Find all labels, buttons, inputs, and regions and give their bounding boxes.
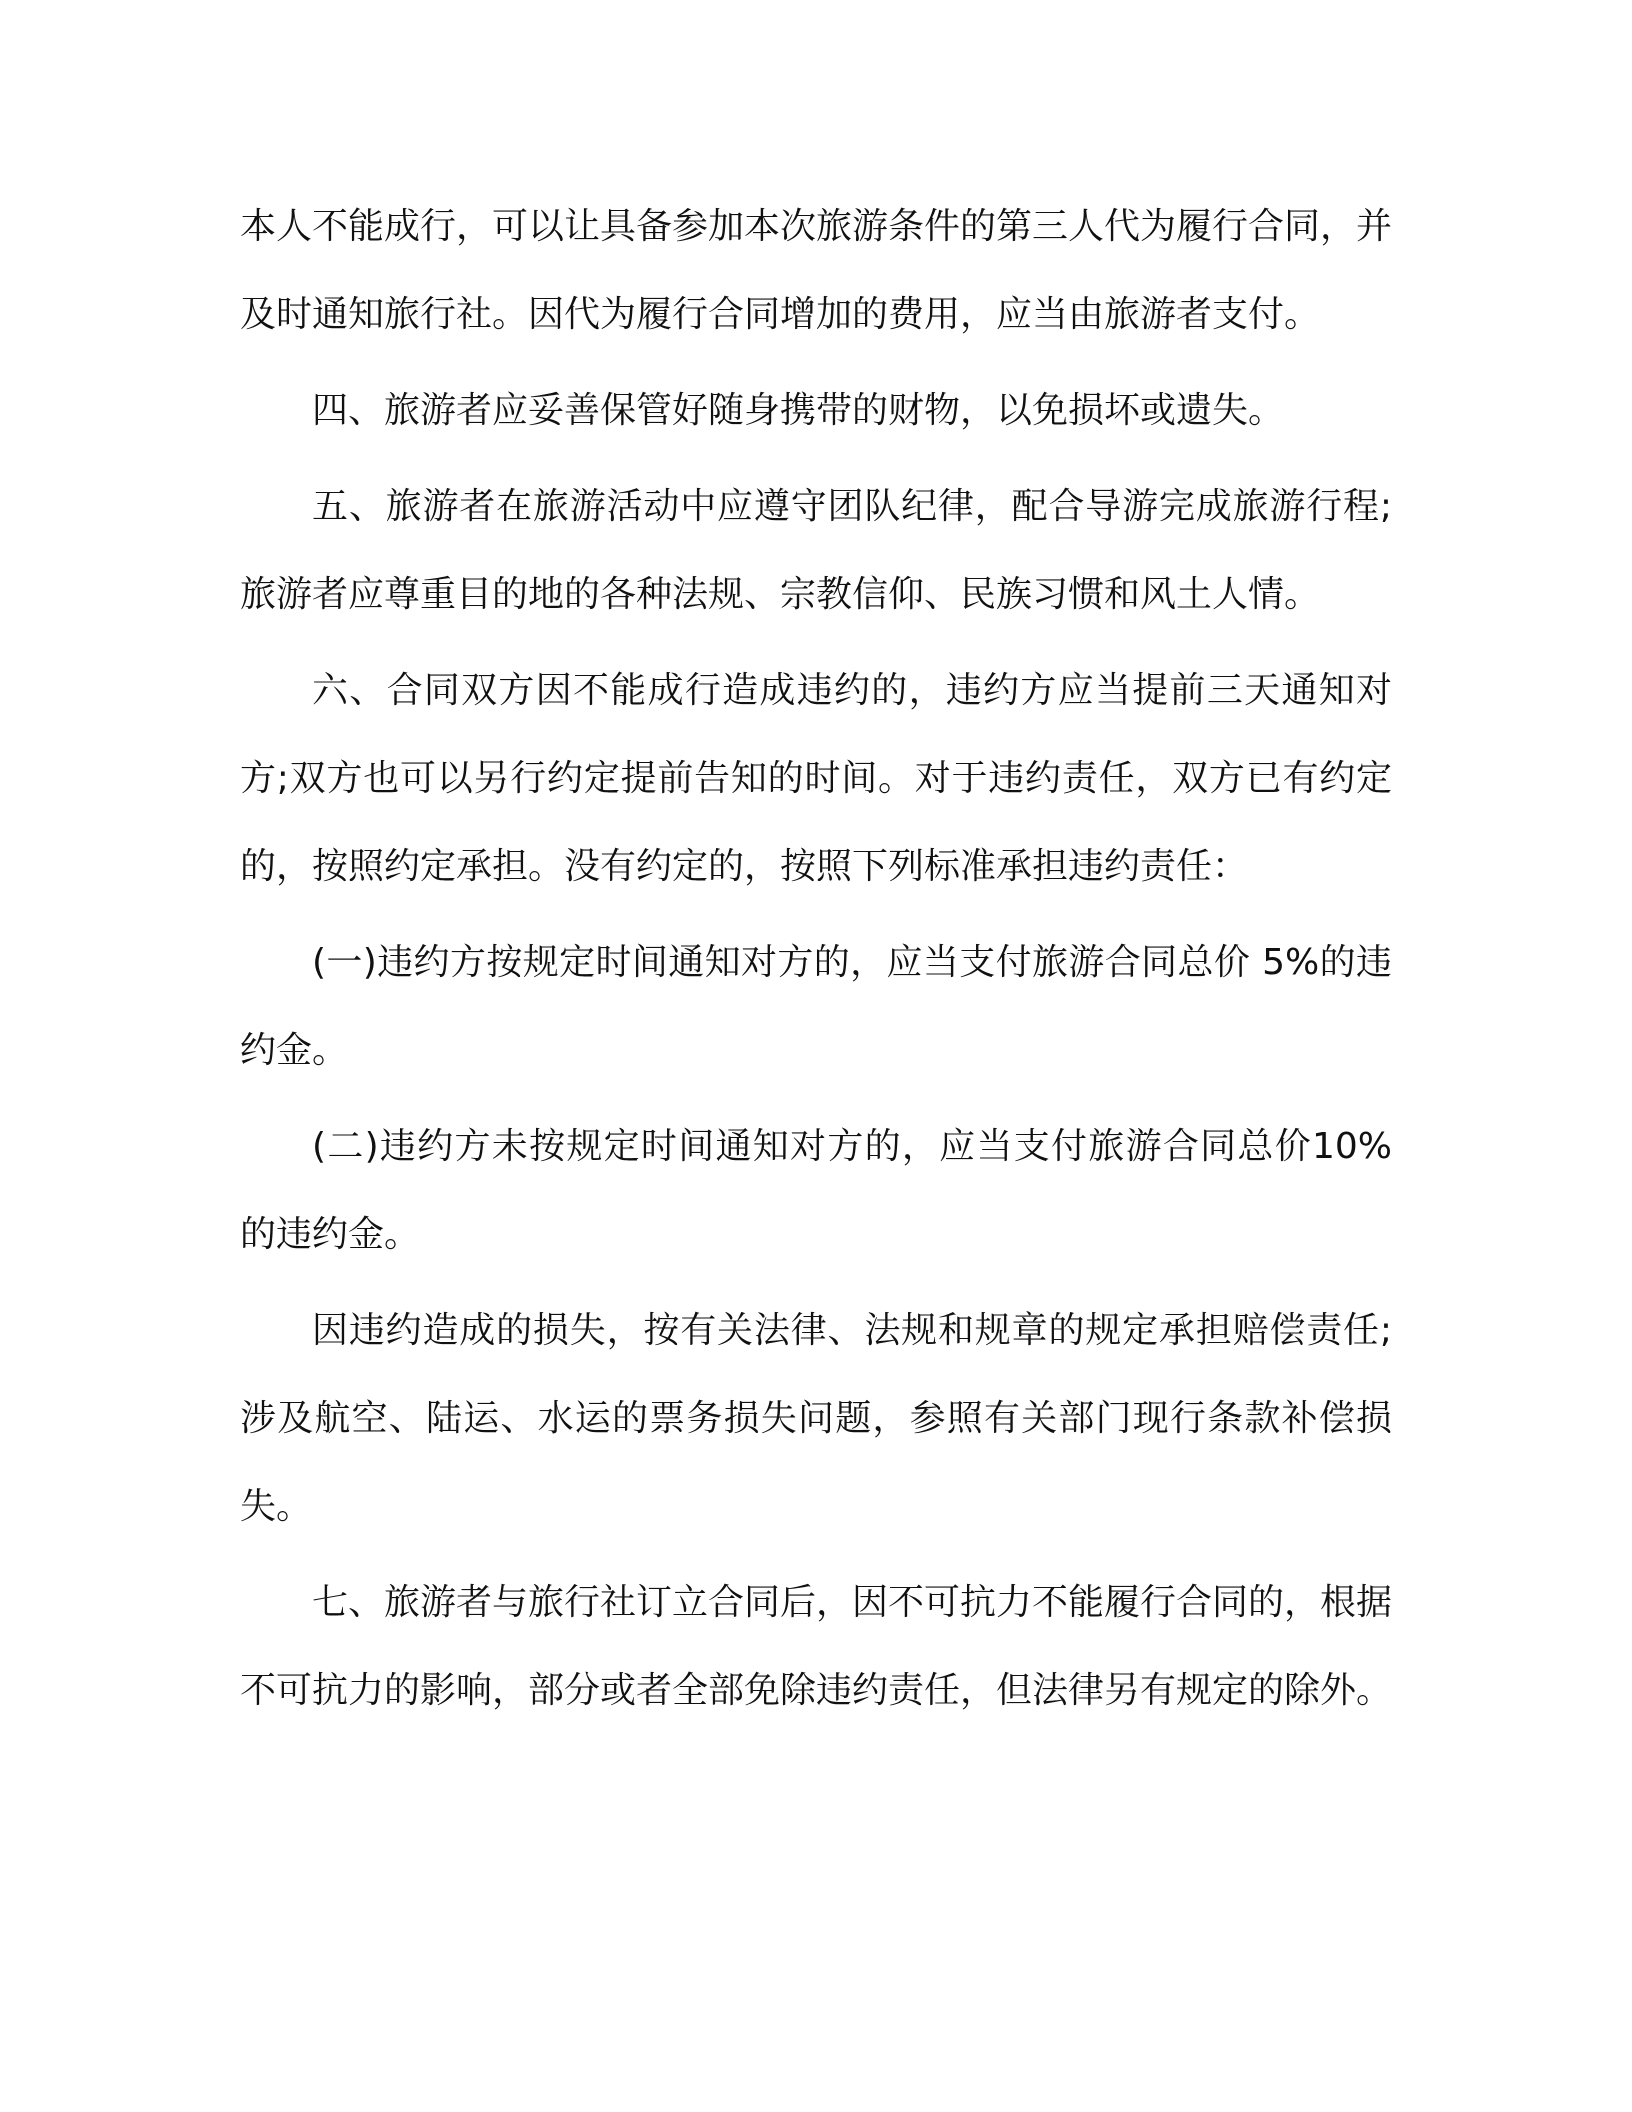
paragraph-clause-6-item-1: (一)违约方按规定时间通知对方的，应当支付旅游合同总价 5%的违约金。 [240, 942, 1392, 1071]
paragraph-clause-5: 五、旅游者在旅游活动中应遵守团队纪律，配合导游完成旅游行程;旅游者应尊重目的地的各种法规、宗教信仰、民族习惯和风土人情。 [240, 486, 1392, 615]
paragraph-clause-7: 七、旅游者与旅行社订立合同后，因不可抗力不能履行合同的，根据不可抗力的影响，部分或者全部免除违约责任，但法律另有规定的除外。 [240, 1582, 1393, 1711]
paragraph-third-party-performance: 本人不能成行，可以让具备参加本次旅游条件的第三人代为履行合同，并及时通知旅行社。因代为履行合同增加的费用，应当由旅游者支付。 [240, 206, 1393, 335]
paragraph-clause-6-item-2: (二)违约方未按规定时间通知对方的，应当支付旅游合同总价10%的违约金。 [240, 1126, 1392, 1255]
paragraph-compensation: 因违约造成的损失，按有关法律、法规和规章的规定承担赔偿责任;涉及航空、陆运、水运的票务损失问题，参照有关部门现行条款补偿损失。 [240, 1310, 1392, 1527]
paragraph-clause-6: 六、合同双方因不能成行造成违约的，违约方应当提前三天通知对方;双方也可以另行约定提前告知的时间。对于违约责任，双方已有约定的，按照约定承担。没有约定的，按照下列标准承担违约责任： [240, 670, 1392, 887]
paragraph-clause-4: 四、旅游者应妥善保管好随身携带的财物，以免损坏或遗失。 [312, 390, 1285, 431]
document-body [240, 183, 1392, 1743]
